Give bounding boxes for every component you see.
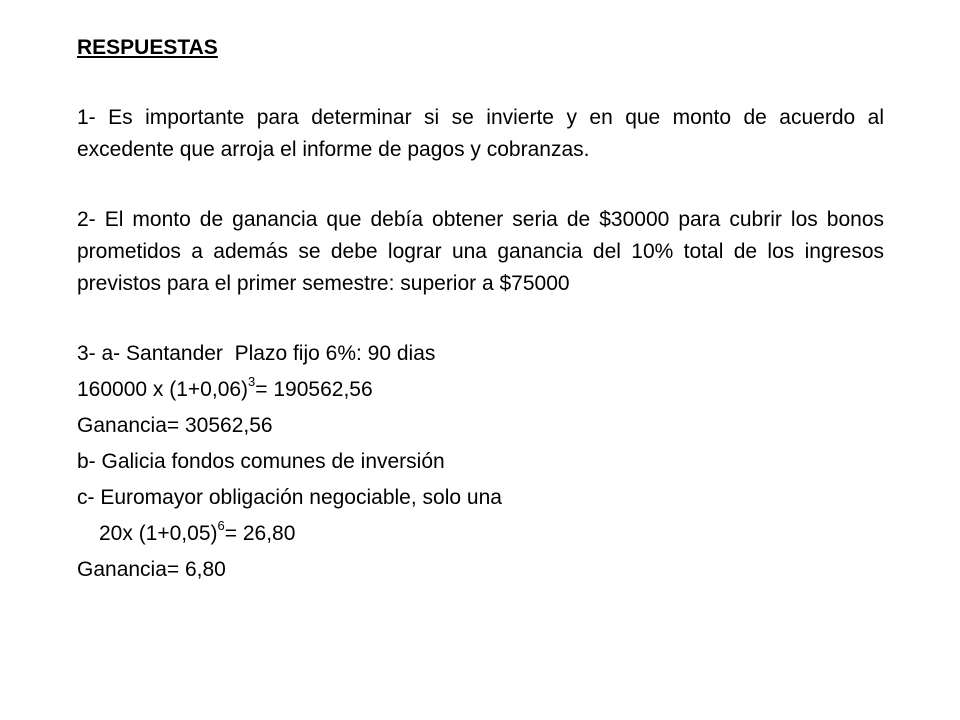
answer-3c-formula-base: 20x (1+0,05) (99, 522, 218, 545)
answer-2: 2- El monto de ganancia que debía obtener seria de $30000 para cubrir los bonos prometidos a además se debe lograr una ganancia del 10% total de los ingresos previstos para el primer semestre: superior a $75000 (77, 208, 884, 295)
slide-title: RESPUESTAS (77, 36, 218, 59)
answer-3a-formula-exponent: 3 (248, 374, 256, 389)
slide-content (77, 32, 884, 588)
answer-3a-formula-base: 160000 x (1+0,06) (77, 378, 249, 401)
answer-3c-formula (77, 516, 884, 552)
answer-3 (77, 336, 884, 588)
answer-3a-gain: Ganancia= 30562,56 (77, 414, 273, 437)
answer-3c-heading: c- Euromayor obligación negociable, solo una (77, 486, 502, 509)
answer-3c-gain: Ganancia= 6,80 (77, 558, 226, 581)
answer-3a-heading: 3- a- Santander Plazo fijo 6%: 90 dias (77, 342, 436, 365)
answer-3c-formula-exponent: 6 (217, 518, 225, 533)
answer-3b-heading: b- Galicia fondos comunes de inversión (77, 450, 445, 473)
answer-3c-formula-result: = 26,80 (224, 522, 296, 545)
answer-1: 1- Es importante para determinar si se invierte y en que monto de acuerdo al excedente que arroja el informe de pagos y cobranzas. (77, 106, 884, 161)
answer-3a-formula-result: = 190562,56 (255, 378, 373, 401)
answer-3a-formula (77, 372, 884, 408)
